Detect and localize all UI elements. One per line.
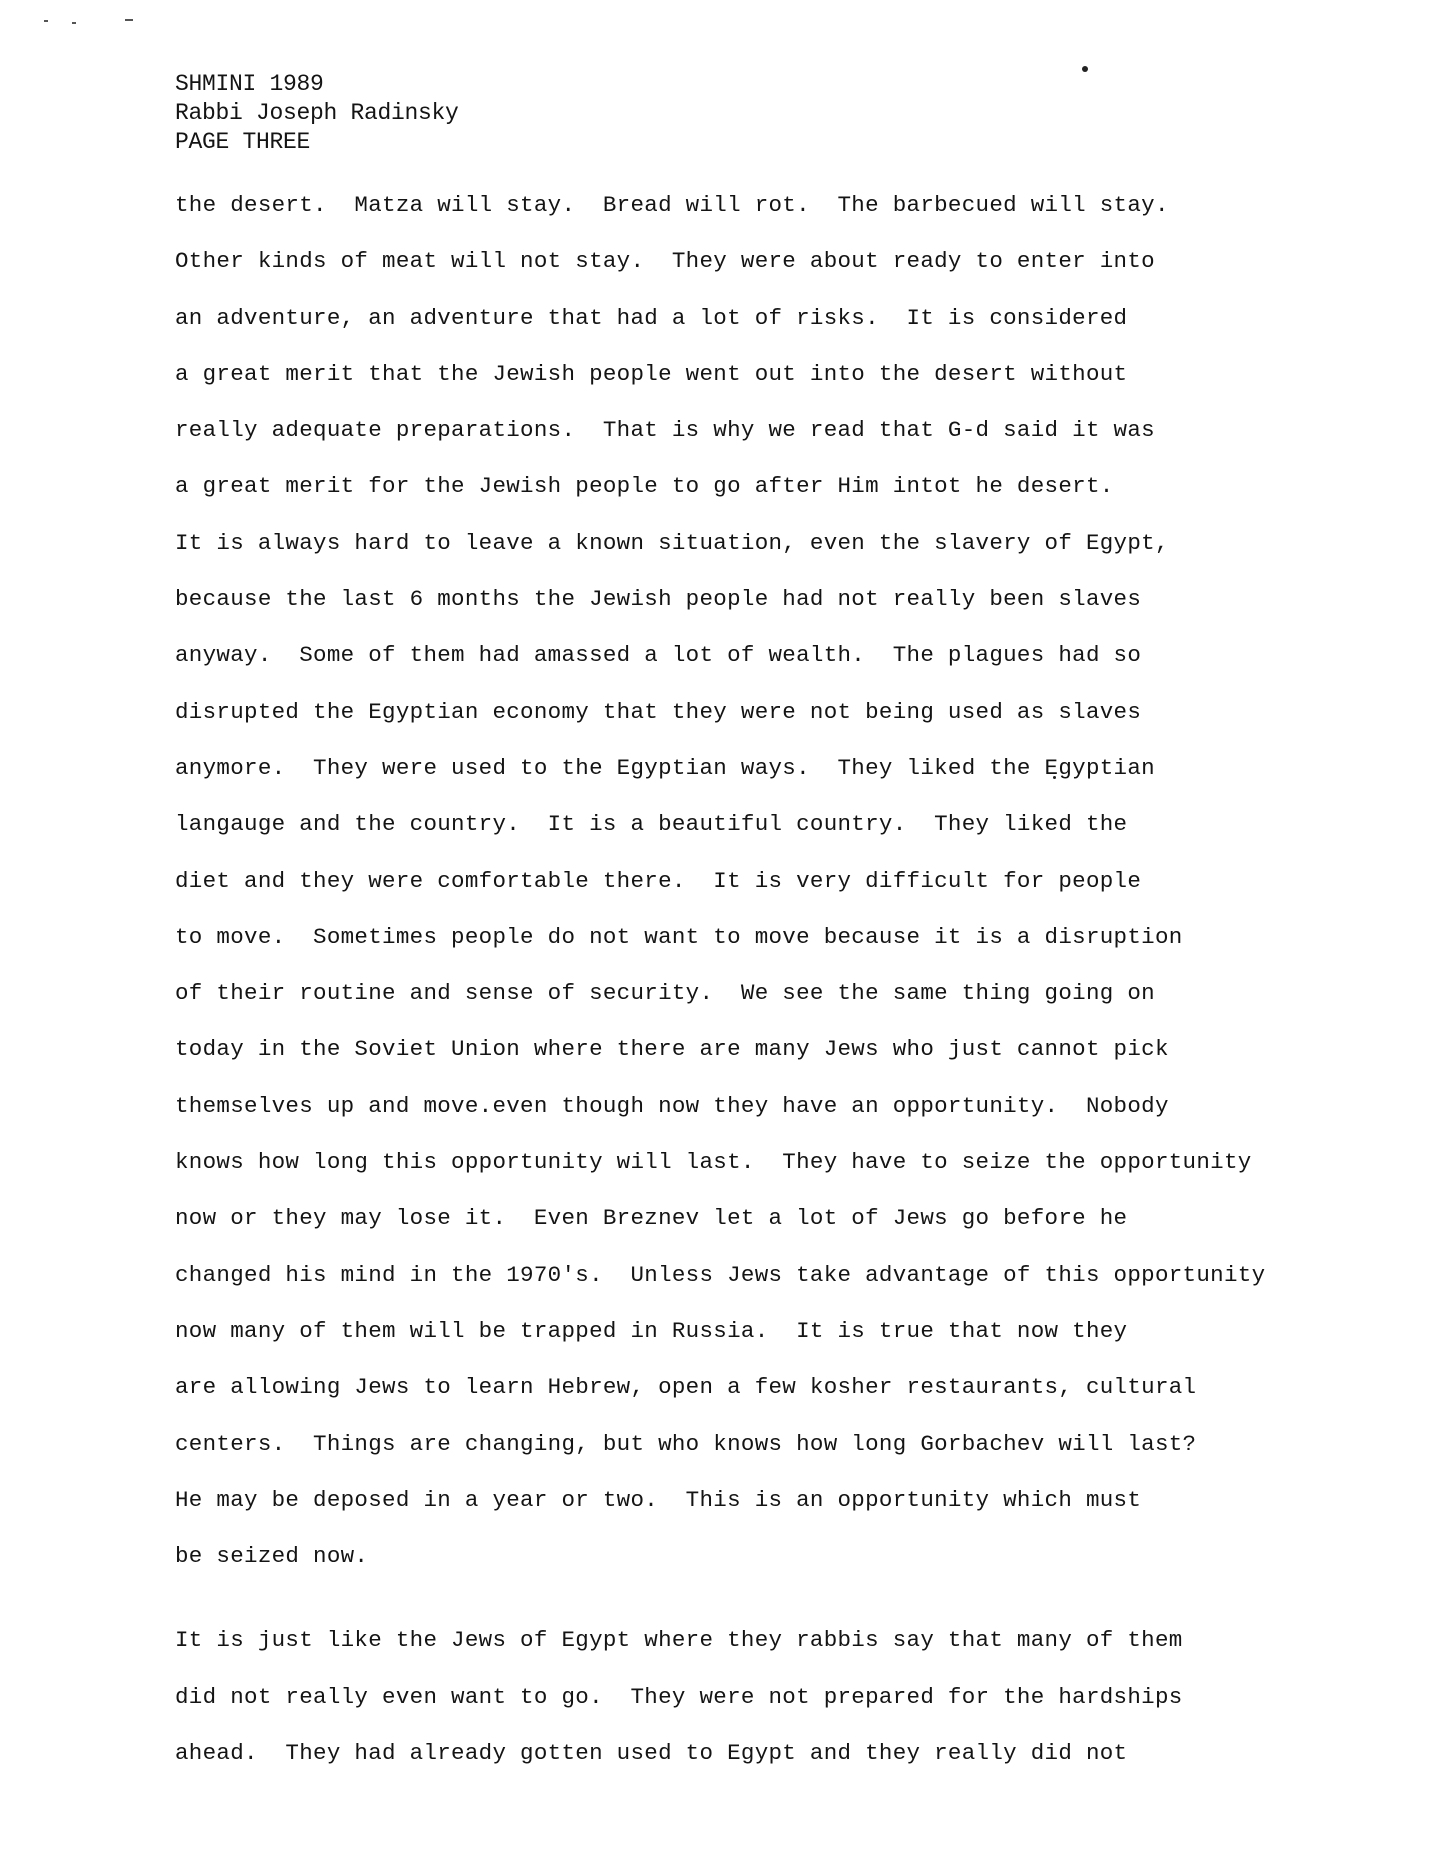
header-author: Rabbi Joseph Radinsky — [175, 100, 459, 126]
text-line: a great merit for the Jewish people to go after Him intot he desert. — [175, 473, 1114, 500]
document-body — [175, 177, 1315, 1781]
text-line: ahead. They had already gotten used to Egypt and they really did not — [175, 1740, 1128, 1767]
paragraph-1 — [175, 177, 1315, 1584]
paragraph-gap — [175, 1584, 1315, 1612]
text-line: to move. Sometimes people do not want to move because it is a disruption — [175, 923, 1183, 950]
text-line: of their routine and sense of security. We see the same thing going on — [175, 980, 1155, 1007]
text-line: anyway. Some of them had amassed a lot of wealth. The plagues had so — [175, 642, 1142, 669]
scan-mark — [125, 19, 133, 21]
text-line: now many of them will be trapped in Russia. It is true that now they — [175, 1317, 1128, 1344]
text-line: It is always hard to leave a known situation, even the slavery of Egypt, — [175, 529, 1169, 556]
text-line: now or they may lose it. Even Breznev let a lot of Jews go before he — [175, 1205, 1128, 1232]
text-line: He may be deposed in a year or two. This is an opportunity which must — [175, 1486, 1142, 1513]
text-line: be seized now. — [175, 1543, 369, 1570]
text-line: today in the Soviet Union where there are many Jews who just cannot pick — [175, 1036, 1169, 1063]
text-line: a great merit that the Jewish people went out into the desert without — [175, 360, 1128, 387]
text-line: Other kinds of meat will not stay. They were about ready to enter into — [175, 248, 1155, 275]
text-line: an adventure, an adventure that had a lot of risks. It is considered — [175, 304, 1128, 331]
text-line: langauge and the country. It is a beautiful country. They liked the — [175, 811, 1128, 838]
text-line: anymore. They were used to the Egyptian ways. They liked the Egyptian — [175, 754, 1155, 781]
paragraph-2 — [175, 1612, 1315, 1781]
scan-mark — [44, 20, 48, 22]
text-line: diet and they were comfortable there. It is very difficult for people — [175, 867, 1142, 894]
text-line: are allowing Jews to learn Hebrew, open a few kosher restaurants, cultural — [175, 1374, 1197, 1401]
text-line: centers. Things are changing, but who knows how long Gorbachev will last? — [175, 1430, 1197, 1457]
text-line: did not really even want to go. They were not prepared for the hardships — [175, 1683, 1183, 1710]
scan-speck — [1082, 66, 1088, 72]
text-line: the desert. Matza will stay. Bread will rot. The barbecued will stay. — [175, 192, 1169, 218]
text-line: because the last 6 months the Jewish people had not really been slaves — [175, 586, 1142, 613]
scan-mark — [72, 22, 76, 24]
header-page-label: PAGE THREE — [175, 129, 311, 155]
text-line: knows how long this opportunity will last. They have to seize the opportunity — [175, 1149, 1252, 1176]
text-line: It is just like the Jews of Egypt where they rabbis say that many of them — [175, 1627, 1183, 1654]
header-title: SHMINI 1989 — [175, 71, 324, 97]
document-header — [175, 70, 459, 157]
text-line: disrupted the Egyptian economy that they were not being used as slaves — [175, 698, 1142, 725]
text-line: really adequate preparations. That is why we read that G-d said it was — [175, 417, 1155, 444]
text-line: changed his mind in the 1970's. Unless Jews take advantage of this opportunity — [175, 1261, 1266, 1288]
text-line: themselves up and move.even though now they have an opportunity. Nobody — [175, 1092, 1169, 1119]
